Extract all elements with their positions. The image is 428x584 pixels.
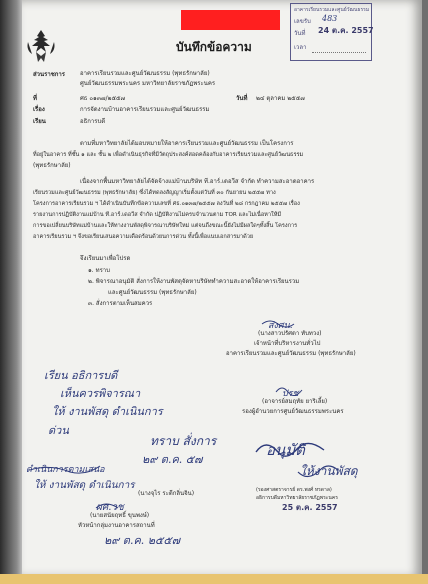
sig4-role: หัวหน้ากลุ่มงานอาคารสถานที่ [78, 522, 155, 529]
sig1-name: (นางสาวปรัศดา ทับทวง) [258, 330, 322, 337]
para2-line6: อาคารเรียนรวม ฯ จึงขอเรียนเสนอความเดือดร้อนด้วยนการด่วน ทั้งนี้เพื่อแนบเอกสารมาด้วย [33, 234, 254, 240]
signature-5: ให้งานพัสดุ [300, 464, 358, 478]
bottom-strip [0, 574, 428, 584]
request-item1: ๑. ทราบ [88, 267, 110, 274]
subject-label: เรื่อง [33, 106, 45, 113]
stamp-recv-value: 483 [322, 14, 338, 23]
stamp-org: อาคารเรียนรวมและศูนย์วัฒนธรรม [294, 7, 370, 13]
sig2-role: รองผู้อำนวยการศูนย์วัฒนธรรมพระนคร [242, 408, 344, 415]
sig2-name: (อาจารย์สมฤทัย ยาริเลี้ย) [262, 398, 328, 405]
dept-line2: ศูนย์วัฒนธรรมพระนคร มหาวิทยาลัยราชภัฏพระนคร [80, 80, 216, 87]
date-value: ๒๔ ตุลาคม ๒๕๕๗ [256, 95, 305, 102]
para2-line1: เนื่องจากพื้นมหาวิทยาลัยได้จัดจ้างแม่บ้านบริษัท ที.อาร์.เดอวีส จำกัด ทำความสะอาดอาคาร [80, 178, 315, 185]
para1-line1: ตามที่มหาวิทยาลัยได้มอบหมายให้อาคารเรียนรวมและศูนย์วัฒนธรรม เป็นโครงการ [80, 140, 294, 147]
page-title: บันทึกข้อความ [176, 40, 252, 54]
handwritten-note-5: ทราบ สั่งการ [150, 434, 217, 448]
stamp-time-label: เวลา [294, 44, 307, 51]
handwritten-note-4: ด่วน [48, 424, 69, 437]
to-label: เรียน [33, 118, 46, 125]
handwritten-note-1: เรียน อธิการบดี [44, 369, 118, 382]
para1-line2: ที่อยู่ในอาคาร ที่ชั้น ๑ และ ชั้น ๒ เพื่อดำเนินธุรกิจที่มีวัตถุประสงค์สอดคล้องกับอาคารเรียนรวมและศูนย์วัฒนธรรม [33, 152, 304, 158]
stamp-time-dots [312, 51, 366, 53]
signature-3-mark: ให้ งานพัสดุ ดำเนินการ [34, 480, 135, 491]
subject-value: การจัดงานบ้านอาคารเรียนรวมและศูนย์วัฒนธรรม [80, 106, 210, 113]
ref-label: ที่ [33, 95, 37, 102]
request-intro: จึงเรียนมาเพื่อโปรด [80, 255, 131, 262]
ref-value: ศธ ๐๑๓๗/๒๕๕๗ [80, 95, 126, 102]
scan-edge-shadow [0, 0, 24, 584]
sig3-name: (นางจุไร ระดีกลิ่นจิน) [138, 490, 195, 497]
sig1-role1: เจ้าหน้าที่บริหารงานทั่วไป [254, 340, 321, 347]
para1-line3: (พุทธรักษาลัย) [33, 162, 71, 169]
para2-line3: โครงการอาคารเรียนรวม ฯ ได้ดำเนินบันทึกข้อความเลขที่ ศธ.๐๑๓๗/๒๕๕๗ ลงวันที่ ๒๘ กรกฎาคม ๒๕๕๗ เรื่อง [33, 201, 300, 207]
sig5-name: (รองศาสตราจารย์ ดร.พงศ์ หรดาล) [256, 487, 332, 493]
request-item2-line1: ๒. พิจารณาอนุมัติ สั่งการให้งานพัสดุจัดหาบริษัททำความสะอาดให้อาคารเรียนรวม [88, 278, 300, 285]
request-item2-line2: และศูนย์วัฒนธรรม (พุทธรักษาลัย) [108, 289, 197, 296]
handwritten-note-3: ให้ งานพัสดุ ดำเนินการ [52, 405, 163, 418]
signature-1: ส่งศน. [268, 321, 293, 331]
to-value: อธิการบดี [80, 118, 106, 125]
request-item3: ๓. สั่งการตามเห็นสมควร [88, 300, 153, 307]
sig5-role: อธิการบดีมหาวิทยาลัยราชภัฏพระนคร [256, 495, 338, 501]
garuda-emblem-icon [24, 28, 58, 66]
para2-line5: การขอเปลี่ยนบริษัทแม่บ้านและให้ทางงานพัสดุพิจารณาบริษัทใหม่ แต่จนถึงขณะนี้ยังไม่มีผลใดๆทั้งสิ้น โครงการ [33, 223, 298, 229]
stamp-recv-label: เลขรับ [294, 18, 311, 25]
para2-line4: รายงานการปฏิบัติงานแม่บ้าน ที.อาร์.เดอวีส จำกัด ปฏิบัติงานไม่ครบจำนวนตาม TOR และไม่เนื่อหาให้มี [33, 212, 282, 218]
signature-2: ปรช [282, 389, 299, 399]
handwritten-note-7: ๒๙ ต.ค. ๕๗ [142, 453, 203, 466]
date-label: วันที่ [236, 95, 248, 102]
sig1-role2: อาคารเรียนรวมและศูนย์วัฒนธรรม (พุทธรักษาลัย) [226, 350, 356, 357]
sig5-date: 25 ต.ค. 2557 [282, 503, 338, 512]
handwritten-note-2: เห็นควรพิจารณา [60, 387, 141, 400]
stamp-date-label: วันที่ [294, 30, 306, 37]
dept-line1: อาคารเรียนรวมและศูนย์วัฒนธรรม (พุทธรักษาลัย) [80, 70, 210, 77]
redaction-box [181, 10, 280, 30]
handwritten-note-6: อนุมัติ [266, 441, 305, 459]
handwritten-note-8: ดำเนินการตามเสนอ [26, 465, 105, 475]
dept-label: ส่วนราชการ [33, 71, 66, 78]
signature-4: ผศ.วช [96, 502, 124, 513]
stamp-date-value: 24 ต.ค. 2557 [318, 26, 374, 35]
sig4-date: ๒๙ ต.ค. ๒๕๕๗ [104, 534, 180, 547]
para2-line2: เรียนรวมและศูนย์วัฒนธรรม (พุทธรักษาลัย) ซึ่งได้ทดลงสัญญาเริ่มตั้งแต่วันที่ ๓๐ กันยายน ๒๕๕๗ ทาง [33, 190, 276, 196]
sig4-name: (นายสนัยฤทธิ์ ขุนพงษ์) [90, 512, 150, 519]
